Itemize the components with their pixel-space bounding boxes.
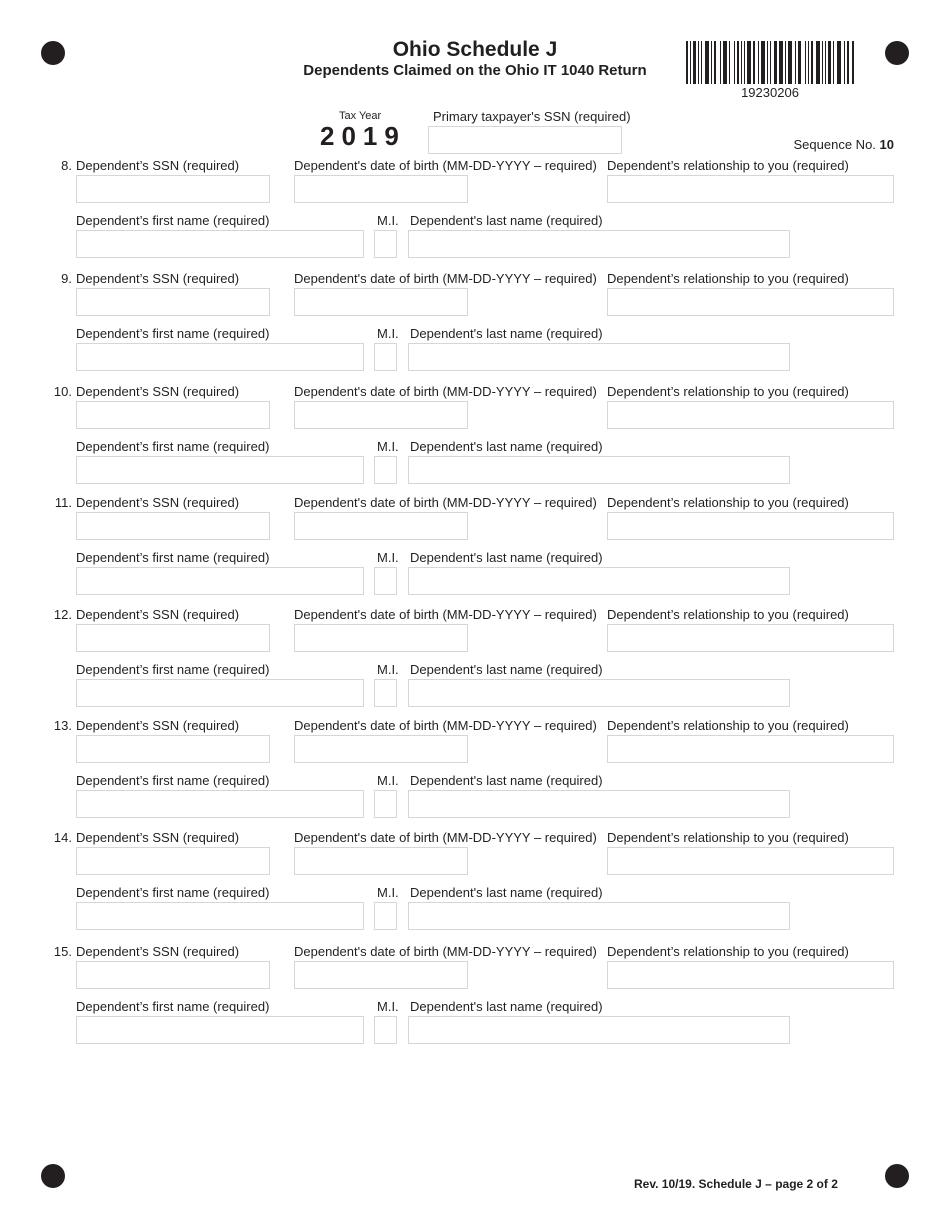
last-name-input[interactable] xyxy=(408,343,790,371)
relationship-input[interactable] xyxy=(607,624,894,652)
ssn-input[interactable] xyxy=(76,624,270,652)
first-name-input[interactable] xyxy=(76,902,364,930)
ssn-label: Dependent’s SSN (required) xyxy=(76,718,240,733)
dob-input[interactable] xyxy=(294,512,468,540)
sequence-value: 10 xyxy=(879,137,894,152)
dependent-entry-13 xyxy=(0,718,950,830)
dob-input[interactable] xyxy=(294,735,468,763)
form-subtitle: Dependents Claimed on the Ohio IT 1040 Return xyxy=(303,62,647,79)
middle-initial-input[interactable] xyxy=(374,679,397,707)
dob-input[interactable] xyxy=(294,288,468,316)
dependent-number: 15. xyxy=(53,944,72,959)
relationship-input[interactable] xyxy=(607,401,894,429)
first-name-input[interactable] xyxy=(76,343,364,371)
first-name-label: Dependent’s first name (required) xyxy=(76,550,270,565)
ssn-input[interactable] xyxy=(76,401,270,429)
dependent-entry-15 xyxy=(0,944,950,1056)
last-name-label: Dependent's last name (required) xyxy=(410,999,603,1014)
ssn-input[interactable] xyxy=(76,512,270,540)
first-name-label: Dependent’s first name (required) xyxy=(76,662,270,677)
relationship-input[interactable] xyxy=(607,961,894,989)
middle-initial-label: M.I. xyxy=(377,550,399,565)
dependent-number: 13. xyxy=(53,718,72,733)
ssn-input[interactable] xyxy=(76,175,270,203)
relationship-label: Dependent’s relationship to you (required) xyxy=(607,830,849,845)
relationship-label: Dependent’s relationship to you (required) xyxy=(607,718,849,733)
ssn-input[interactable] xyxy=(76,961,270,989)
ssn-label: Dependent’s SSN (required) xyxy=(76,495,240,510)
middle-initial-label: M.I. xyxy=(377,326,399,341)
dob-label: Dependent's date of birth (MM-DD-YYYY – required) xyxy=(294,495,597,510)
dob-label: Dependent's date of birth (MM-DD-YYYY – required) xyxy=(294,944,597,959)
dependent-number: 10. xyxy=(53,384,72,399)
dependent-number: 14. xyxy=(53,830,72,845)
relationship-label: Dependent’s relationship to you (required) xyxy=(607,384,849,399)
middle-initial-input[interactable] xyxy=(374,343,397,371)
relationship-label: Dependent’s relationship to you (required) xyxy=(607,607,849,622)
first-name-label: Dependent’s first name (required) xyxy=(76,439,270,454)
dob-label: Dependent's date of birth (MM-DD-YYYY – required) xyxy=(294,830,597,845)
ssn-label: Dependent’s SSN (required) xyxy=(76,944,240,959)
last-name-label: Dependent's last name (required) xyxy=(410,550,603,565)
dependent-number: 11. xyxy=(54,495,72,510)
middle-initial-label: M.I. xyxy=(377,773,399,788)
dob-input[interactable] xyxy=(294,401,468,429)
dependent-entry-14 xyxy=(0,830,950,942)
registration-mark-top-right xyxy=(885,41,909,65)
first-name-input[interactable] xyxy=(76,456,364,484)
dependent-entry-11 xyxy=(0,495,950,607)
dob-label: Dependent's date of birth (MM-DD-YYYY – required) xyxy=(294,384,597,399)
middle-initial-input[interactable] xyxy=(374,902,397,930)
dob-input[interactable] xyxy=(294,847,468,875)
tax-year-label: Tax Year xyxy=(339,110,382,122)
middle-initial-label: M.I. xyxy=(377,885,399,900)
last-name-input[interactable] xyxy=(408,679,790,707)
dob-label: Dependent's date of birth (MM-DD-YYYY – required) xyxy=(294,607,597,622)
relationship-label: Dependent’s relationship to you (required) xyxy=(607,495,849,510)
ssn-label: Dependent’s SSN (required) xyxy=(76,158,240,173)
registration-mark-bottom-left xyxy=(41,1164,65,1188)
middle-initial-label: M.I. xyxy=(377,999,399,1014)
first-name-label: Dependent’s first name (required) xyxy=(76,213,270,228)
relationship-input[interactable] xyxy=(607,512,894,540)
ssn-label: Dependent’s SSN (required) xyxy=(76,271,240,286)
barcode-number: 19230206 xyxy=(741,85,799,100)
first-name-input[interactable] xyxy=(76,1016,364,1044)
relationship-input[interactable] xyxy=(607,288,894,316)
middle-initial-label: M.I. xyxy=(377,213,399,228)
middle-initial-input[interactable] xyxy=(374,790,397,818)
last-name-input[interactable] xyxy=(408,230,790,258)
middle-initial-input[interactable] xyxy=(374,456,397,484)
first-name-input[interactable] xyxy=(76,679,364,707)
last-name-label: Dependent's last name (required) xyxy=(410,326,603,341)
primary-ssn-label: Primary taxpayer's SSN (required) xyxy=(433,109,631,124)
dependent-number: 9. xyxy=(61,271,72,286)
first-name-input[interactable] xyxy=(76,790,364,818)
dob-label: Dependent's date of birth (MM-DD-YYYY – required) xyxy=(294,718,597,733)
last-name-input[interactable] xyxy=(408,790,790,818)
relationship-label: Dependent’s relationship to you (required) xyxy=(607,158,849,173)
last-name-label: Dependent's last name (required) xyxy=(410,662,603,677)
relationship-label: Dependent’s relationship to you (required) xyxy=(607,944,849,959)
ssn-input[interactable] xyxy=(76,735,270,763)
dependent-entry-8 xyxy=(0,158,950,270)
primary-ssn-input[interactable] xyxy=(428,126,622,154)
revision-footer: Rev. 10/19. Schedule J – page 2 of 2 xyxy=(634,1177,838,1191)
last-name-input[interactable] xyxy=(408,902,790,930)
first-name-label: Dependent’s first name (required) xyxy=(76,999,270,1014)
dependent-number: 12. xyxy=(53,607,72,622)
middle-initial-input[interactable] xyxy=(374,1016,397,1044)
dependent-entry-12 xyxy=(0,607,950,719)
last-name-input[interactable] xyxy=(408,456,790,484)
dob-label: Dependent's date of birth (MM-DD-YYYY – required) xyxy=(294,271,597,286)
last-name-label: Dependent's last name (required) xyxy=(410,885,603,900)
last-name-input[interactable] xyxy=(408,1016,790,1044)
last-name-label: Dependent's last name (required) xyxy=(410,773,603,788)
dob-input[interactable] xyxy=(294,961,468,989)
middle-initial-input[interactable] xyxy=(374,567,397,595)
last-name-label: Dependent's last name (required) xyxy=(410,213,603,228)
relationship-input[interactable] xyxy=(607,735,894,763)
ssn-label: Dependent’s SSN (required) xyxy=(76,607,240,622)
ssn-label: Dependent’s SSN (required) xyxy=(76,830,240,845)
sequence-label: Sequence No. xyxy=(793,137,880,152)
dependent-entry-9 xyxy=(0,271,950,383)
first-name-label: Dependent’s first name (required) xyxy=(76,773,270,788)
middle-initial-label: M.I. xyxy=(377,439,399,454)
dob-input[interactable] xyxy=(294,175,468,203)
ssn-input[interactable] xyxy=(76,288,270,316)
relationship-input[interactable] xyxy=(607,175,894,203)
middle-initial-input[interactable] xyxy=(374,230,397,258)
dependent-entry-10 xyxy=(0,384,950,496)
registration-mark-top-left xyxy=(41,41,65,65)
ssn-input[interactable] xyxy=(76,847,270,875)
dob-input[interactable] xyxy=(294,624,468,652)
first-name-input[interactable] xyxy=(76,567,364,595)
dependent-number: 8. xyxy=(61,158,72,173)
first-name-label: Dependent’s first name (required) xyxy=(76,326,270,341)
first-name-label: Dependent’s first name (required) xyxy=(76,885,270,900)
last-name-label: Dependent's last name (required) xyxy=(410,439,603,454)
sequence-number xyxy=(794,137,894,152)
last-name-input[interactable] xyxy=(408,567,790,595)
relationship-input[interactable] xyxy=(607,847,894,875)
form-title: Ohio Schedule J xyxy=(392,38,558,61)
ssn-label: Dependent’s SSN (required) xyxy=(76,384,240,399)
dob-label: Dependent's date of birth (MM-DD-YYYY – required) xyxy=(294,158,597,173)
middle-initial-label: M.I. xyxy=(377,662,399,677)
tax-year-value: 2019 xyxy=(320,121,406,151)
relationship-label: Dependent’s relationship to you (required) xyxy=(607,271,849,286)
first-name-input[interactable] xyxy=(76,230,364,258)
barcode-image xyxy=(686,41,854,84)
registration-mark-bottom-right xyxy=(885,1164,909,1188)
